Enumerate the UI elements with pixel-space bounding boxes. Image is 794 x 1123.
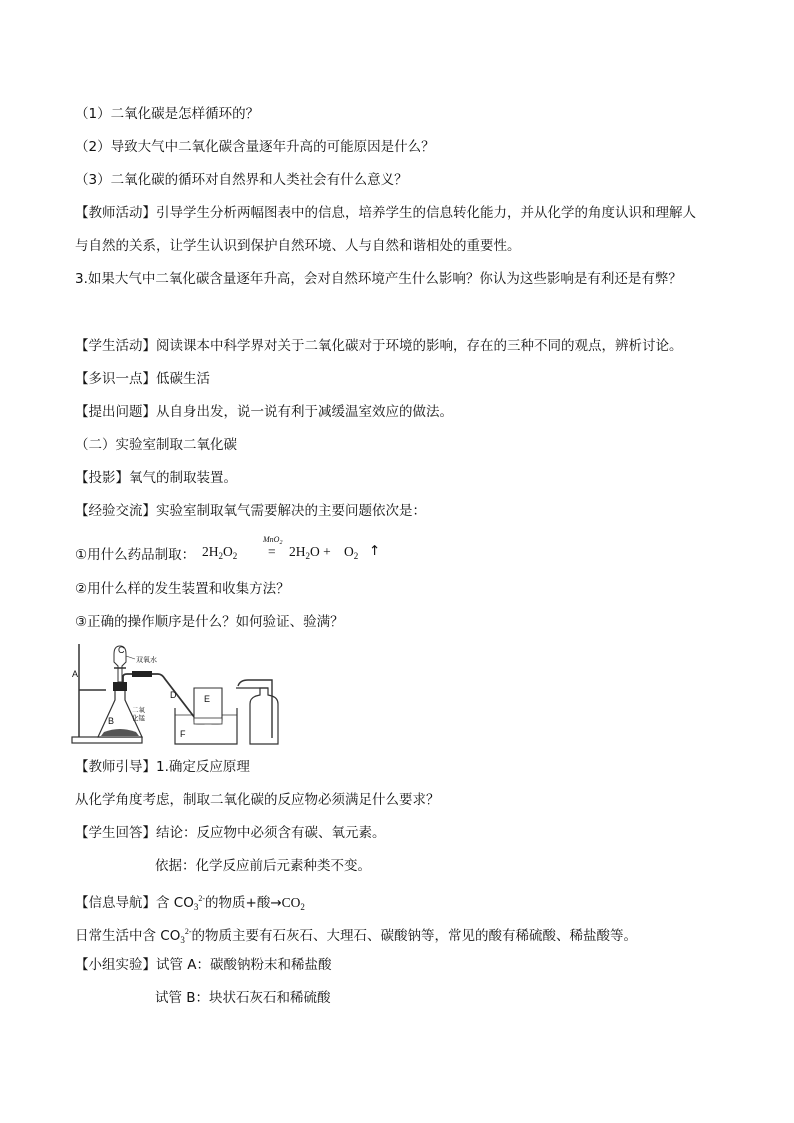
question-apparatus: ②用什么样的发生装置和收集方法？ <box>75 581 290 597</box>
teacher-activity-line2: 与自然的关系，让学生认识到保护自然环境、人与自然和谐相处的重要性。 <box>75 238 521 254</box>
equals-sign: = <box>268 544 276 559</box>
equation-product-water: $2H_2O$ + <box>289 544 331 561</box>
label-c: C <box>118 645 125 655</box>
label-e: E <box>204 694 211 704</box>
section-heading: （二）实验室制取二氧化碳 <box>75 437 237 453</box>
question-2: （2）导致大气中二氧化碳含量逐年升高的可能原因是什么？ <box>75 139 435 155</box>
stand-base <box>72 737 142 743</box>
answer-basis: 依据：化学反应前后元素种类不变。 <box>155 858 371 874</box>
knowledge-point: 【多识一点】低碳生活 <box>75 371 210 387</box>
teacher-activity-line1: 【教师活动】引导学生分析两幅图表中的信息，培养学生的信息转化能力，并从化学的角度认识和理解人 <box>75 205 696 221</box>
teacher-guide: 【教师引导】1.确定反应原理 <box>75 759 250 775</box>
rubber-tube <box>132 671 152 677</box>
label-a: A <box>72 669 79 679</box>
question-1: （1）二氧化碳是怎样循环的？ <box>75 106 260 122</box>
experience-exchange: 【经验交流】实验室制取氧气需要解决的主要问题依次是： <box>75 503 426 519</box>
question-3: （3）二氧化碳的循环对自然界和人类社会有什么意义？ <box>75 172 408 188</box>
equation-product-oxygen: $O_2$ <box>344 544 359 561</box>
equation-reactant: $2H_2O_2$ <box>202 544 238 561</box>
tube-b: 试管 B：块状石灰石和稀硫酸 <box>155 990 331 1006</box>
label-mno2-bottom: 化锰 <box>132 715 145 722</box>
student-activity: 【学生活动】阅读课本中科学界对关于二氧化碳对于环境的影响，存在的三种不同的观点，辨析讨论。 <box>75 338 683 354</box>
info-navigation: 【信息导航】含 $CO_3^{2-}$的物质+酸$\to CO_2$ <box>75 894 305 912</box>
question-order: ③正确的操作顺序是什么？如何验证、验满？ <box>75 614 344 630</box>
oxygen-apparatus-diagram <box>70 640 285 748</box>
daily-life-info: 日常生活中含 $CO_3^{2-}$的物质主要有石灰石、大理石、碳酸钠等，常见的酸有稀硫酸、稀盐酸等。 <box>75 927 638 945</box>
label-d: D <box>170 690 177 700</box>
catalyst-label: MnO$_2$ <box>263 535 283 546</box>
gas-arrow: ↑ <box>369 543 381 559</box>
projection: 【投影】氧气的制取装置。 <box>75 470 237 486</box>
raise-question: 【提出问题】从自身出发，说一说有利于减缓温室效应的做法。 <box>75 404 453 420</box>
upright-bottle <box>250 688 278 744</box>
label-f: F <box>180 729 186 739</box>
rubber-stopper <box>113 682 127 691</box>
question-co2-impact: 3.如果大气中二氧化碳含量逐年升高，会对自然环境产生什么影响？你认为这些影响是有利还是有弊？ <box>75 271 682 287</box>
student-answer: 【学生回答】结论：反应物中必须含有碳、氧元素。 <box>75 825 386 841</box>
group-experiment: 【小组实验】试管 A：碳酸钠粉末和稀盐酸 <box>75 957 332 973</box>
equation-prefix: ①用什么药品制取： <box>75 547 196 563</box>
label-b: B <box>108 716 115 726</box>
label-h2o2: 双氧水 <box>136 657 157 664</box>
chem-question: 从化学角度考虑，制取二氧化碳的反应物必须满足什么要求？ <box>75 792 440 808</box>
label-mno2-top: 二氧 <box>132 707 145 714</box>
